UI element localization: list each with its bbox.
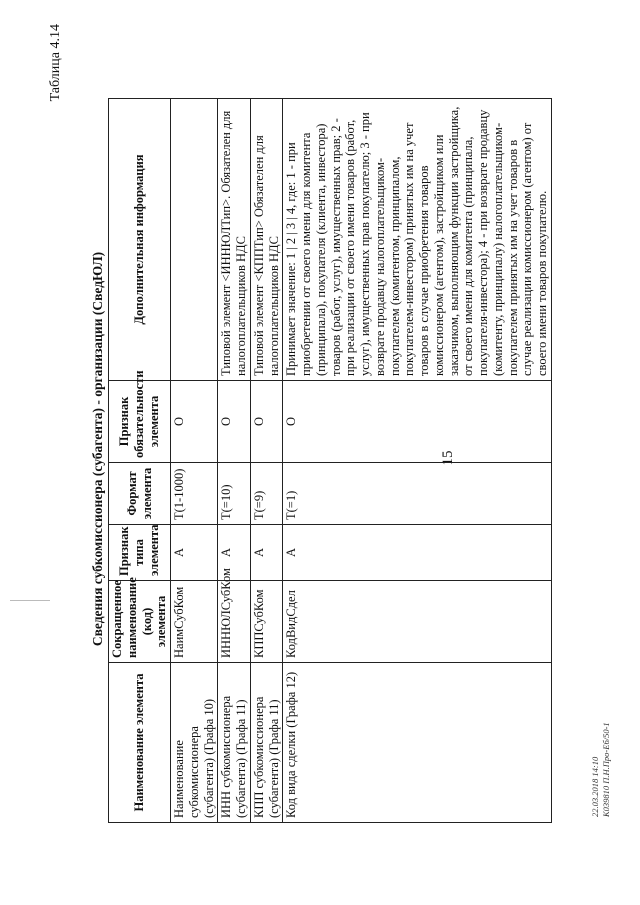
cell-code: НаимСубКом — [171, 581, 218, 663]
cell-code: ИННЮЛСубКом — [218, 581, 251, 663]
cell-format: T(=1) — [283, 463, 552, 525]
cell-required: О — [218, 381, 251, 463]
table-row — [283, 99, 552, 823]
table-title: Сведения субкомиссионера (субагента) - организации (СведЮЛ) — [90, 251, 105, 647]
cell-info: Типовой элемент <ИННЮЛТип>. Обязателен для налогоплательщиков НДС — [218, 99, 251, 381]
header-type: Признак типа элемента — [109, 525, 171, 581]
data-table — [108, 98, 552, 823]
cell-info: Принимает значение: 1 | 2 | 3 | 4, где: 1 - при приобретении от своего имени для комитента (принципала), покупателя (клиента, инвестора) товаров (работ, услуг), имущественных прав; 2 - при реализации от своего имени товаров (работ, услуг), имущественных прав покупателю; 3 - при возврате продавцу налогоплательщиком-покупателем (комитентом, принципалом, покупателем-инвестором) принятых им на учет товаров в случае приобретения товаров комиссионером (агентом), застройщиком или заказчиком, выполняющим функции застройщика, от своего имени для комитента (принципала, покупателя-инвестора); 4 - при возврате продавцу (комитенту, принципалу) налогоплательщиком-покупателем принятых им на учет товаров в случае реализации комиссионером (агентом) от своего имени товаров покупателю. — [283, 99, 552, 381]
header-required: Признак обязательности элемента — [109, 381, 171, 463]
table-row — [250, 99, 283, 823]
header-info: Дополнительная информация — [109, 99, 171, 381]
table-header-row — [109, 99, 171, 823]
header-name: Наименование элемента — [109, 663, 171, 823]
cell-name: КПП субкомиссионера (субагента) (Графа 11) — [250, 663, 283, 823]
header-format: Формат элемента — [109, 463, 171, 525]
cell-required: О — [250, 381, 283, 463]
cell-type: А — [250, 525, 283, 581]
cell-type: А — [218, 525, 251, 581]
footer-stamp — [590, 722, 611, 817]
cell-info: Типовой элемент <КППТип> Обязателен для налогоплательщиков НДС — [250, 99, 283, 381]
scan-edge-mark — [10, 600, 50, 601]
cell-name: Код вида сделки (Графа 12) — [283, 663, 552, 823]
cell-info — [171, 99, 218, 381]
stamp-line-1: 22.03.2018 14:10 — [590, 756, 600, 817]
table-row — [218, 99, 251, 823]
cell-code: КодВидСдел — [283, 581, 552, 663]
cell-format: T(1-1000) — [171, 463, 218, 525]
page-number: 15 — [440, 450, 456, 466]
cell-type: А — [283, 525, 552, 581]
header-code: Сокращенное наименование (код) элемента — [109, 581, 171, 663]
cell-required: О — [171, 381, 218, 463]
cell-format: T(=9) — [250, 463, 283, 525]
cell-type: А — [171, 525, 218, 581]
table-row — [171, 99, 218, 823]
table-label: Таблица 4.14 — [48, 24, 63, 102]
stamp-line-2: К039810 П.Н.Про-Еб/50-1 — [600, 722, 611, 817]
cell-name: ИНН субкомиссионера (субагента) (Графа 11) — [218, 663, 251, 823]
cell-format: T(=10) — [218, 463, 251, 525]
cell-name: Наименование субкомиссионера (субагента) (Графа 10) — [171, 663, 218, 823]
cell-required: О — [283, 381, 552, 463]
cell-code: КППСубКом — [250, 581, 283, 663]
